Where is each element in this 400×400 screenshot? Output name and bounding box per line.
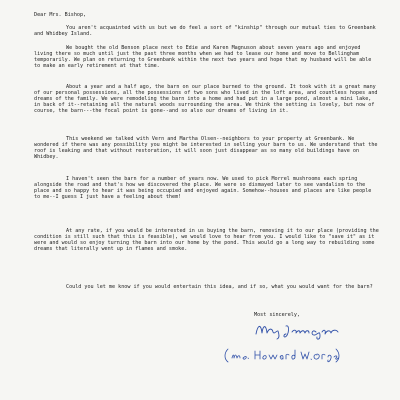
paragraph-2 <box>34 45 380 69</box>
paragraph-5 <box>34 176 380 200</box>
printed-name-stroke <box>225 349 339 362</box>
salutation: Dear Mrs. Bishop, <box>34 12 87 18</box>
paragraph-5-text: I haven't seen the barn for a number of years now. We used to pick Morrel mushrooms each spring alongside the road and that's how we discovered the place. We were so dismayed later to see vandalism to the place and so happy to hear it was being occupied and enjoyed again. Somehow--houses and places are like people to me--I guess I just have a feeling about them! <box>34 176 372 201</box>
paragraph-7 <box>34 284 380 290</box>
paragraph-6 <box>34 228 380 252</box>
paragraph-7-text: Could you let me know if you would entertain this idea, and if so, what you would want for the barn? <box>66 284 373 290</box>
paragraph-2-text: We bought the old Benson place next to Edie and Karen Magnuson about seven years ago and enjoyed living there so much until just the past three months when we had to lease our home and move to Bellingham temporarily. We plan on returning to Greenbank within the next two years and hope that my husband will be able to make an early retirement at that time. <box>34 45 372 70</box>
paragraph-3 <box>34 84 380 114</box>
paragraph-4 <box>34 136 380 160</box>
handwritten-printed-name <box>222 346 342 364</box>
closing: Most sincerely, <box>254 312 301 318</box>
signature-stroke <box>256 326 338 339</box>
paragraph-3-text: About a year and a half ago, the barn on our place burned to the ground. It took with it a great many of our personal possessions, all the possessions of two sons who lived in the loft area, and countless hopes and dreams of the family. We were remodeling the barn into a home and had put in a large pond, almost a mini lake, in back of it--retaining all the natural woods surrounding the area. We think the setting is lovely, but now of course, the barn---the focal point is gone--and so also our dreams of living in it. <box>34 84 378 115</box>
handwritten-signature <box>252 318 342 340</box>
paragraph-6-text: At any rate, if you would be interested in us buying the barn, removing it to our place (providing the condition is still such that this is feasible), we would love to hear from you. I would like to "save it" as it were and would so enjoy turning the barn into our home by the pond. This would go a long way to rebuilding some dreams that literally went up in flames and smoke. <box>34 228 379 253</box>
paragraph-1 <box>34 25 380 37</box>
paragraph-4-text: This weekend we talked with Vern and Martha Olsen--neighbors to your property at Greenbank. We wondered if there was any possibility you might be interested in selling your barn to us. We understand that the roof is leaking and that without restoration, it will soon just disappear as so many old buildings have on Whidbey. <box>34 136 378 161</box>
paragraph-1-text: You aren't acquainted with us but we do feel a sort of "kinship" through our mutual ties to Greenbank and Whidbey Island. <box>34 25 376 38</box>
